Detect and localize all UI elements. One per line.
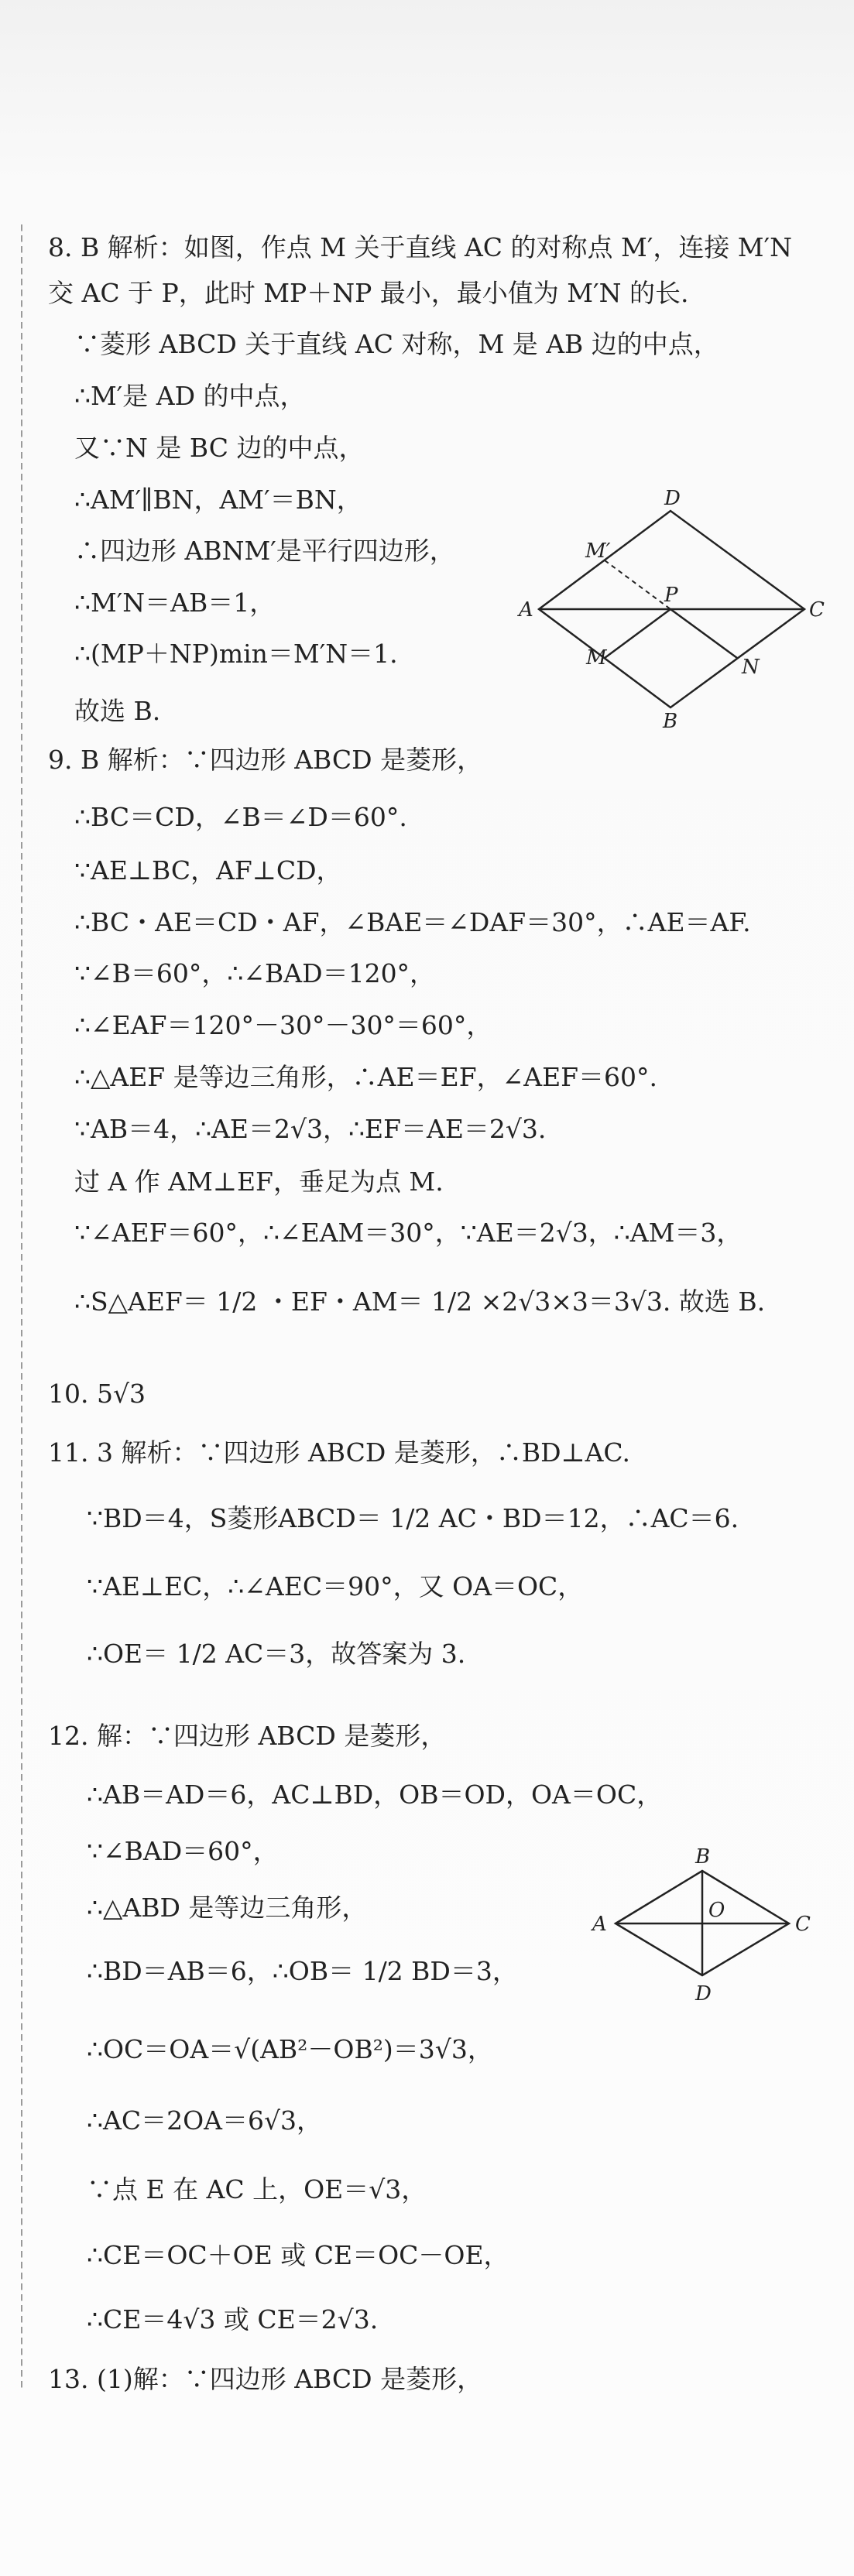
label-d: D <box>664 488 681 510</box>
segment-mprime-p-dashed <box>605 560 671 609</box>
text-line: ∵菱形 ABCD 关于直线 AC 对称，M 是 AB 边的中点， <box>74 329 719 359</box>
label-n: N <box>742 656 760 679</box>
segment-mp <box>605 609 671 658</box>
text-line: ∵AE⊥EC，∴∠AEC＝90°，又 OA＝OC， <box>87 1571 584 1601</box>
text-line: ∴BD＝AB＝6，∴OB＝ 1/2 BD＝3， <box>87 1956 518 1986</box>
label-a: A <box>519 598 533 622</box>
text-line: ∵AB＝4，∴AE＝2√3，∴EF＝AE＝2√3. <box>74 1114 547 1144</box>
text-line: 过 A 作 AM⊥EF，垂足为点 M. <box>74 1166 444 1197</box>
label-o: O <box>708 1899 725 1922</box>
margin-rule <box>21 224 22 2388</box>
text-line: ∵BD＝4，S菱形ABCD＝ 1/2 AC・BD＝12，∴AC＝6. <box>87 1503 739 1533</box>
text-line: ∴(MP＋NP)min＝M′N＝1. <box>74 639 398 669</box>
label-b: B <box>695 1845 711 1869</box>
text-line: 9. B 解析：∵四边形 ABCD 是菱形， <box>48 745 483 775</box>
text-line: ∴∠EAF＝120°－30°－30°＝60°， <box>74 1010 492 1040</box>
text-line: ∴OE＝ 1/2 AC＝3，故答案为 3. <box>87 1639 466 1669</box>
text-line: 10. 5√3 <box>48 1379 146 1409</box>
text-line: 又∵N 是 BC 边的中点， <box>74 433 365 463</box>
text-line: ∴M′是 AD 的中点， <box>74 381 306 411</box>
text-line: ∵∠B＝60°，∴∠BAD＝120°， <box>74 958 436 988</box>
text-line: ∴△ABD 是等边三角形， <box>87 1893 368 1923</box>
text-line: ∴BC＝CD，∠B＝∠D＝60°. <box>74 802 407 832</box>
label-c: C <box>809 598 825 622</box>
text-line: 13. (1)解：∵四边形 ABCD 是菱形， <box>48 2364 483 2394</box>
label-a: A <box>592 1913 607 1936</box>
label-c: C <box>795 1913 811 1936</box>
rhombus-figure-2 <box>585 1842 840 2020</box>
text-line: ∴AC＝2OA＝6√3， <box>87 2105 322 2136</box>
label-p: P <box>664 584 678 607</box>
label-d: D <box>695 1982 712 2006</box>
text-line: ∵AE⊥BC，AF⊥CD， <box>74 855 342 886</box>
rhombus-figure-1 <box>511 488 836 735</box>
text-line: 故选 B. <box>74 696 161 726</box>
text-line: ∴△AEF 是等边三角形，∴AE＝EF，∠AEF＝60°. <box>74 1062 658 1092</box>
text-line: ∵∠BAD＝60°， <box>87 1836 279 1866</box>
text-line: ∴AM′∥BN，AM′＝BN， <box>74 485 362 515</box>
label-m: M <box>586 646 607 670</box>
text-line: ∵点 E 在 AC 上，OE＝√3， <box>87 2174 427 2204</box>
text-line: ∴M′N＝AB＝1， <box>74 587 276 618</box>
text-line: ∴AB＝AD＝6，AC⊥BD，OB＝OD，OA＝OC， <box>87 1780 663 1810</box>
text-line: 12. 解：∵四边形 ABCD 是菱形， <box>48 1721 447 1751</box>
text-line: 交 AC 于 P，此时 MP＋NP 最小，最小值为 M′N 的长. <box>48 278 689 308</box>
text-line: ∵∠AEF＝60°，∴∠EAM＝30°，∵AE＝2√3，∴AM＝3， <box>74 1218 743 1248</box>
segment-pn <box>671 609 737 658</box>
text-line: 8. B 解析：如图，作点 M 关于直线 AC 的对称点 M′，连接 M′N <box>48 232 792 262</box>
text-line: 11. 3 解析：∵四边形 ABCD 是菱形，∴BD⊥AC. <box>48 1437 630 1468</box>
text-line: ∴S△AEF＝ 1/2 ・EF・AM＝ 1/2 ×2√3×3＝3√3. 故选 B. <box>74 1286 766 1317</box>
text-line: ∴CE＝OC＋OE 或 CE＝OC－OE， <box>87 2240 509 2270</box>
label-b: B <box>663 710 678 733</box>
text-line: ∴四边形 ABNM′是平行四边形， <box>74 536 455 566</box>
label-m-prime: M′ <box>585 540 611 563</box>
text-line: ∴OC＝OA＝√(AB²－OB²)＝3√3， <box>87 2034 493 2064</box>
text-line: ∴BC・AE＝CD・AF，∠BAE＝∠DAF＝30°，∴AE＝AF. <box>74 907 751 937</box>
text-line: ∴CE＝4√3 或 CE＝2√3. <box>87 2304 379 2334</box>
